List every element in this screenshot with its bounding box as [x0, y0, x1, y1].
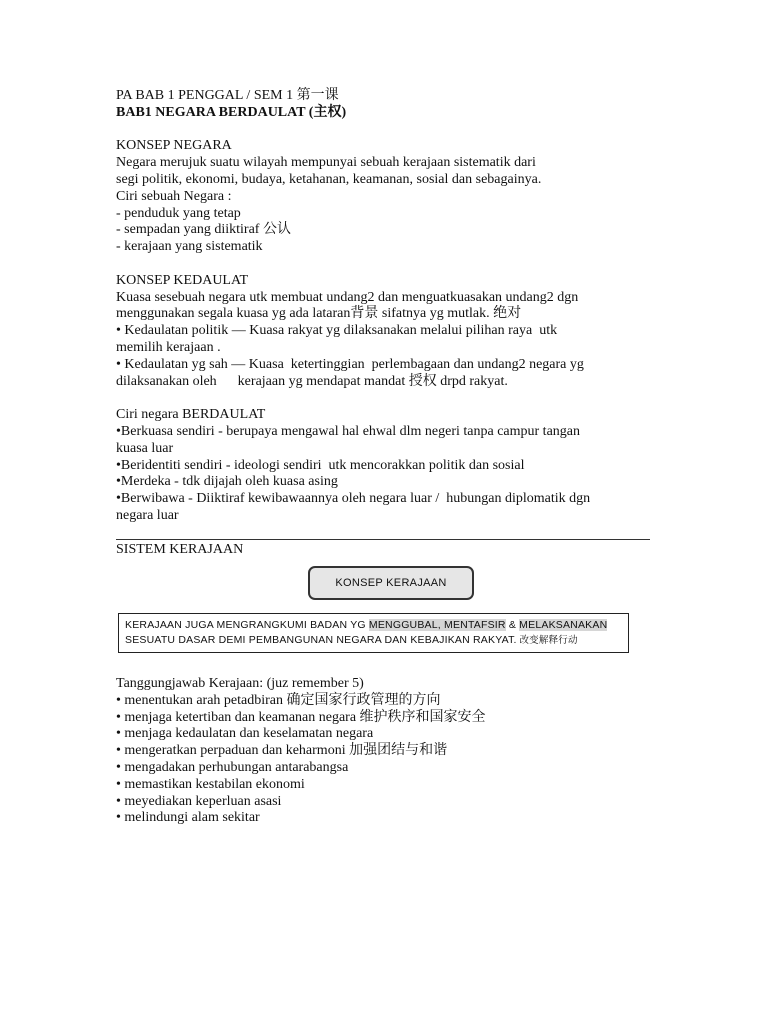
- text-line: Negara merujuk suatu wilayah mempunyai sebuah kerajaan sistematik dari: [116, 155, 536, 171]
- list-item: •Berkuasa sendiri - berupaya mengawal hal ehwal dlm negeri tanpa campur tangan: [116, 423, 580, 439]
- konsep-kerajaan-box: [308, 566, 474, 600]
- text-line: negara luar: [116, 507, 179, 523]
- section-heading-ciri-berdaulat: Ciri negara BERDAULAT: [116, 407, 266, 423]
- list-item: • menjaga ketertiban dan keamanan negara 维护秩序和国家安全: [116, 709, 486, 725]
- text-line: • Kedaulatan yg sah — Kuasa ketertinggian perlembagaan dan undang2 negara yg: [116, 356, 584, 372]
- text-line: kuasa luar: [116, 440, 174, 456]
- section-heading-sistem-kerajaan: SISTEM KERAJAAN: [116, 541, 244, 557]
- note-highlight: MENGGUBAL, MENTAFSIR: [368, 619, 506, 631]
- note-text: SESUATU DASAR DEMI PEMBANGUNAN NEGARA DAN KEBAJIKAN RAKYAT.: [125, 634, 517, 646]
- list-item: • mengeratkan perpaduan dan keharmoni 加强团结与和谐: [116, 743, 448, 759]
- text-line: • Kedaulatan politik — Kuasa rakyat yg dilaksanakan melalui pilihan raya utk: [116, 323, 558, 339]
- text-line: Ciri sebuah Negara :: [116, 188, 232, 204]
- note-ampersand: &: [505, 619, 520, 631]
- list-item: • menjaga kedaulatan dan keselamatan negara: [116, 726, 374, 742]
- text-line: segi politik, ekonomi, budaya, ketahanan, keamanan, sosial dan sebagainya.: [116, 171, 542, 187]
- list-item: • meyediakan keperluan asasi: [116, 793, 282, 809]
- note-highlight: MELAKSANAKAN: [519, 619, 608, 631]
- section-heading-konsep-negara: KONSEP NEGARA: [116, 138, 232, 154]
- list-item: • memastikan kestabilan ekonomi: [116, 776, 305, 792]
- note-line-1: [125, 618, 622, 633]
- section-heading-konsep-kedaulat: KONSEP KEDAULAT: [116, 272, 249, 288]
- text-line: Kuasa sesebuah negara utk membuat undang2 dan menguatkuasakan undang2 dgn: [116, 289, 579, 305]
- konsep-kerajaan-label: KONSEP KERAJAAN: [335, 576, 447, 589]
- horizontal-divider: [116, 539, 650, 540]
- chapter-title: BAB1 NEGARA BERDAULAT (主权): [116, 104, 347, 120]
- text-line: dilaksanakan oleh kerajaan yg mendapat mandat 授权 drpd rakyat.: [116, 373, 508, 389]
- list-item: •Beridentiti sendiri - ideologi sendiri utk mencorakkan politik dan sosial: [116, 457, 525, 473]
- header-line: PA BAB 1 PENGGAL / SEM 1 第一课: [116, 88, 339, 103]
- list-item: - penduduk yang tetap: [116, 205, 241, 221]
- note-chinese: 改变解释行动: [516, 635, 578, 646]
- document-body: [116, 88, 650, 559]
- list-item: •Merdeka - tdk dijajah oleh kuasa asing: [116, 474, 338, 490]
- text-line: memilih kerajaan .: [116, 339, 221, 355]
- list-item: • menentukan arah petadbiran 确定国家行政管理的方向: [116, 692, 441, 708]
- kerajaan-note-box: [118, 613, 629, 653]
- tanggungjawab-section: [116, 676, 650, 827]
- note-line-2: [125, 633, 622, 648]
- section-heading-tanggungjawab: Tanggungjawab Kerajaan: (juz remember 5): [116, 676, 364, 691]
- list-item: •Berwibawa - Diiktiraf kewibawaannya oleh negara luar / hubungan diplomatik dgn: [116, 491, 591, 507]
- list-item: • melindungi alam sekitar: [116, 810, 260, 826]
- list-item: • mengadakan perhubungan antarabangsa: [116, 759, 349, 775]
- list-item: - kerajaan yang sistematik: [116, 239, 263, 255]
- list-item: - sempadan yang diiktiraf 公认: [116, 222, 291, 238]
- note-text: KERAJAAN JUGA MENGRANGKUMI BADAN YG: [125, 619, 369, 631]
- text-line: menggunakan segala kuasa yg ada lataran背景 sifatnya yg mutlak. 绝对: [116, 306, 522, 322]
